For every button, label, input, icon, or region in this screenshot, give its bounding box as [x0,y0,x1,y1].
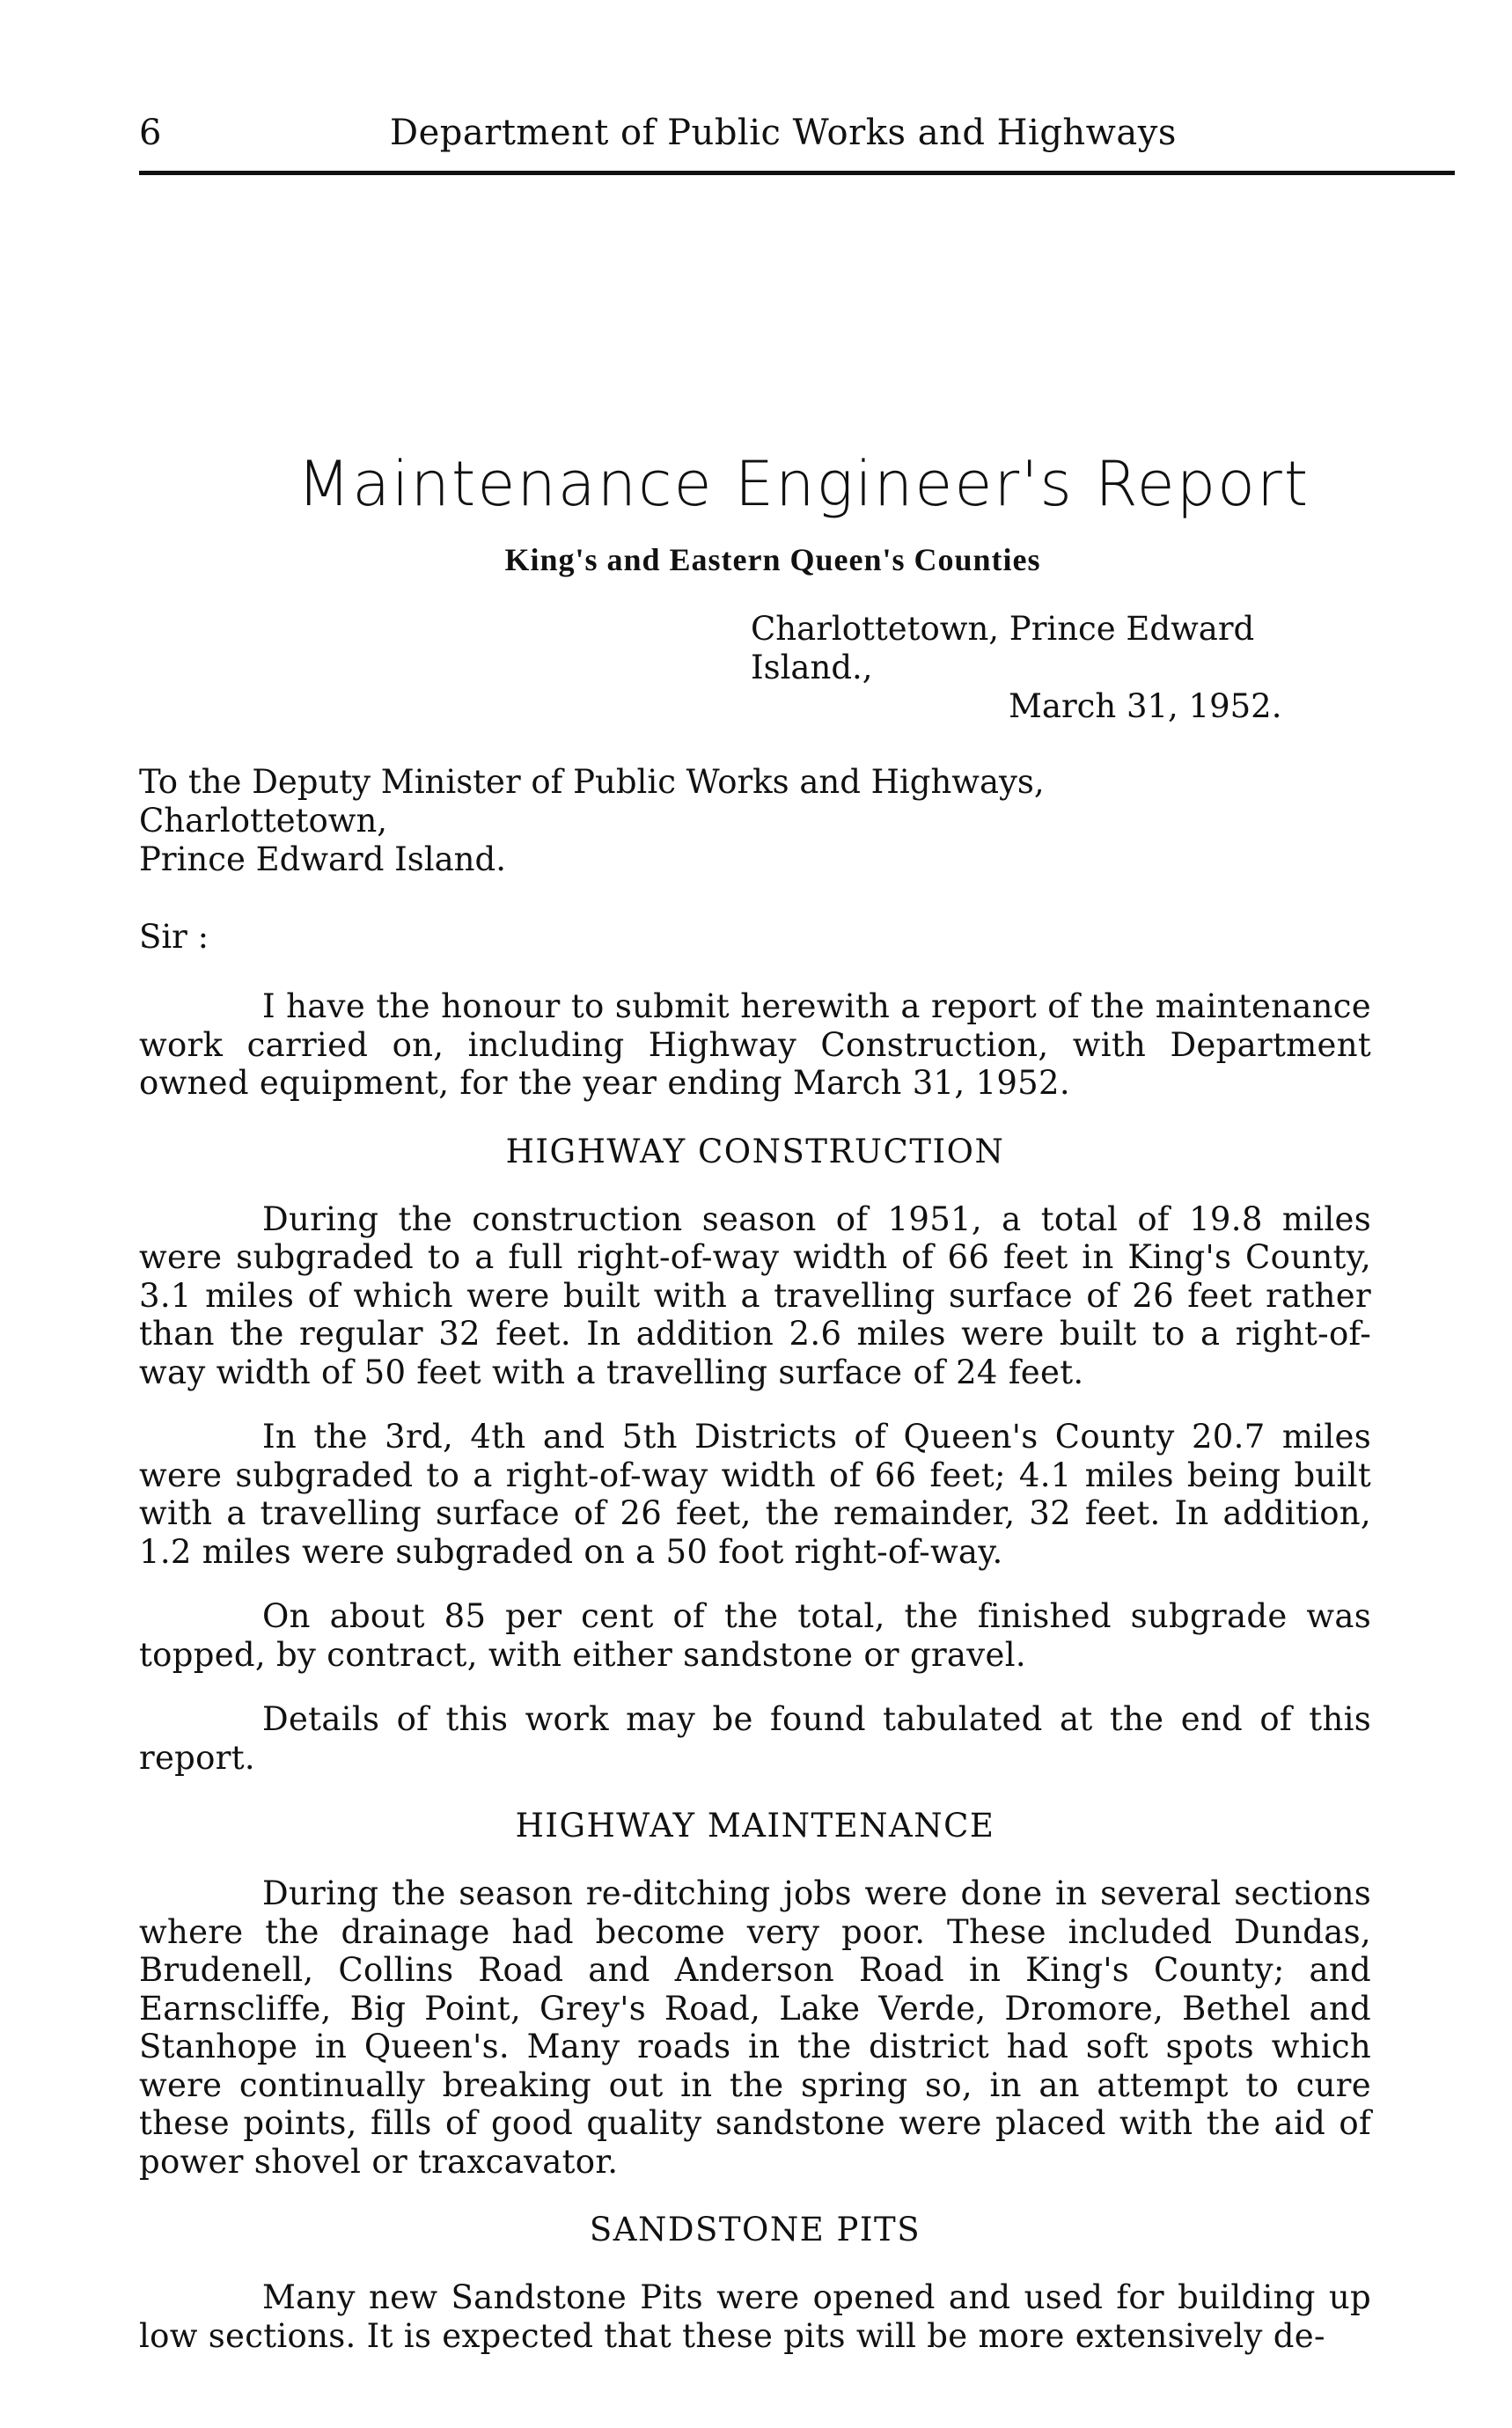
construction-paragraph-3: On about 85 per cent of the total, the finished subgrade was topped, by contract, with either sandstone or gravel. [139,1597,1371,1674]
construction-paragraph-4: Details of this work may be found tabulated at the end of this report. [139,1700,1371,1777]
header-rule [139,171,1455,175]
recipient-address [139,763,1371,879]
construction-paragraph-1: During the construction season of 1951, a total of 19.8 miles were subgraded to a full right-of-way width of 66 feet in King's County, 3.1 miles of which were built with a travelling surface of 26 feet rather than the regular 32 feet. In addition 2.6 miles were built to a right-of-way width of 50 feet with a travelling surface of 24 feet. [139,1199,1371,1391]
dateline [751,610,1371,726]
address-line-1: To the Deputy Minister of Public Works and Highways, [139,763,1045,801]
maintenance-paragraph-1: During the season re-ditching jobs were done in several sections where the drainage had become very poor. These included Dundas, Brudenell, Collins Road and Anderson Road in King's County; and Earnscliffe, Big Point, Grey's Road, Lake Verde, Dromore, Bethel and Stanhope in Queen's. Many roads in the district had soft spots which were continually breaking out in the spring so, in an attempt to cure these points, fills of good quality sandstone were placed with the aid of power shovel or traxcavator. [139,1874,1371,2181]
report-subtitle: King's and Eastern Queen's Counties [504,542,1041,577]
section-heading-sandstone: SANDSTONE PITS [589,2211,921,2248]
intro-paragraph: I have the honour to submit herewith a report of the maintenance work carried on, including Highway Construction, with Department owned equipment, for the year ending March 31, 1952. [139,987,1371,1102]
section-heading-construction: HIGHWAY CONSTRUCTION [505,1132,1005,1170]
salutation: Sir : [139,918,209,956]
address-line-3: Prince Edward Island. [139,840,506,878]
running-header [139,113,1371,162]
dateline-date: March 31, 1952. [1009,687,1282,725]
page-number: 6 [139,113,162,153]
address-line-2: Charlottetown, [139,802,388,840]
report-title: Maintenance Engineer's Report [297,448,1310,520]
construction-paragraph-2: In the 3rd, 4th and 5th Districts of Queen's County 20.7 miles were subgraded to a right-of-way width of 66 feet; 4.1 miles being built with a travelling surface of 26 feet, the remainder, 32 feet. In addition, 1.2 miles were subgraded on a 50 foot right-of-way. [139,1418,1371,1571]
department-name: Department of Public Works and Highways [390,113,1177,153]
document-page [139,113,1371,2355]
sandstone-paragraph-1: Many new Sandstone Pits were opened and used for building up low sections. It is expected that these pits will be more extensively de- [139,2278,1371,2355]
dateline-place: Charlottetown, Prince Edward Island., [751,610,1255,686]
section-heading-maintenance: HIGHWAY MAINTENANCE [515,1807,995,1845]
